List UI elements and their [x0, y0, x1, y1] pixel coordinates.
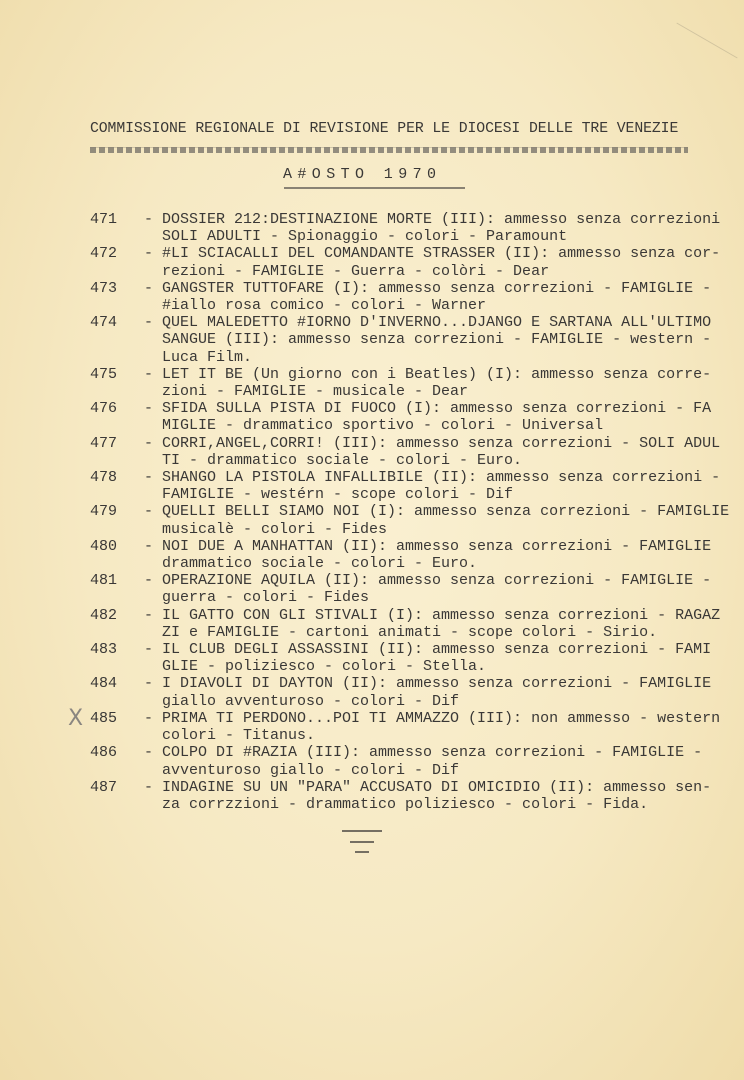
entry-number: 471	[90, 211, 118, 228]
entry-line: Luca Film.	[144, 348, 253, 366]
entry-line: - IL GATTO CON GLI STIVALI (I): ammesso senza correzioni - RAGAZ	[144, 606, 721, 624]
end-mark-line-1	[342, 830, 382, 832]
film-entry	[90, 211, 729, 245]
entry-line: za corrzzioni - drammatico poliziesco - colori - Fida.	[144, 795, 649, 813]
entry-line: FAMIGLIE - westérn - scope colori - Dif	[144, 486, 514, 504]
film-entry	[90, 435, 729, 469]
entry-line: SOLI ADULTI - Spionaggio - colori - Paramount	[144, 228, 568, 246]
margin-x-mark: X	[68, 706, 84, 731]
entry-line: #iallo rosa comico - colori - Warner	[144, 297, 487, 315]
film-entry	[90, 314, 729, 366]
entry-line: - QUEL MALEDETTO #IORNO D'INVERNO...DJANGO E SARTANA ALL'ULTIMO	[144, 314, 712, 332]
entry-number: 474	[90, 314, 118, 332]
entry-number: 485	[90, 709, 118, 727]
entry-number: 481	[90, 572, 118, 590]
film-entry	[90, 744, 729, 778]
header-rule	[90, 147, 688, 153]
document-header: COMMISSIONE REGIONALE DI REVISIONE PER LE DIOCESI DELLE TRE VENEZIE	[90, 121, 679, 137]
entry-number: 480	[90, 537, 118, 555]
entry-number: 486	[90, 744, 118, 762]
film-entry	[90, 469, 729, 503]
entry-line: - DOSSIER 212:DESTINAZIONE MORTE (III): ammesso senza correzioni	[144, 211, 721, 228]
entry-line: drammatico sociale - colori - Euro.	[144, 555, 478, 573]
entry-line: - I DIAVOLI DI DAYTON (II): ammesso senza correzioni - FAMIGLIE	[144, 675, 712, 693]
paper-crease	[676, 23, 737, 59]
entry-line: colori - Titanus.	[144, 727, 316, 745]
end-mark-line-3	[355, 851, 369, 853]
entry-line: GLIE - poliziesco - colori - Stella.	[144, 658, 487, 676]
entry-number: 484	[90, 675, 118, 693]
film-list	[90, 211, 729, 813]
entry-line: giallo avventuroso - colori - Dif	[144, 692, 460, 710]
entry-number: 487	[90, 778, 118, 796]
entry-number: 476	[90, 400, 118, 418]
entry-line: - NOI DUE A MANHATTAN (II): ammesso senza correzioni - FAMIGLIE	[144, 537, 712, 555]
entry-line: - COLPO DI #RAZIA (III): ammesso senza correzioni - FAMIGLIE -	[144, 744, 703, 762]
month-underline	[284, 187, 465, 189]
entry-line: TI - drammatico sociale - colori - Euro.	[144, 451, 523, 469]
film-entry	[90, 607, 729, 641]
entry-number: 475	[90, 365, 118, 383]
entry-line: - GANGSTER TUTTOFARE (I): ammesso senza correzioni - FAMIGLIE -	[144, 279, 712, 297]
entry-number: 482	[90, 606, 118, 624]
end-mark-line-2	[350, 841, 374, 843]
entry-line: - SFIDA SULLA PISTA DI FUOCO (I): ammesso senza correzioni - FA	[144, 400, 712, 418]
month-title: A#OSTO 1970	[283, 166, 442, 183]
entry-line: - IL CLUB DEGLI ASSASSINI (II): ammesso senza correzioni - FAMI	[144, 641, 712, 659]
entry-line: SANGUE (III): ammesso senza correzioni - FAMIGLIE - western -	[144, 331, 712, 349]
entry-number: 472	[90, 245, 118, 263]
entry-line: musicalè - colori - Fides	[144, 520, 388, 538]
entry-line: guerra - colori - Fides	[144, 589, 370, 607]
entry-number: 483	[90, 641, 118, 659]
entry-line: avventuroso giallo - colori - Dif	[144, 761, 460, 779]
entry-line: - OPERAZIONE AQUILA (II): ammesso senza correzioni - FAMIGLIE -	[144, 572, 712, 590]
entry-line: - INDAGINE SU UN "PARA" ACCUSATO DI OMICIDIO (II): ammesso sen-	[144, 778, 712, 796]
film-entry	[90, 245, 729, 279]
entry-number: 479	[90, 503, 118, 521]
film-entry	[90, 641, 729, 675]
entry-line: - #LI SCIACALLI DEL COMANDANTE STRASSER (II): ammesso senza cor-	[144, 245, 721, 263]
film-entry	[90, 572, 729, 606]
film-entry	[90, 710, 729, 744]
film-entry	[90, 675, 729, 709]
entry-number: 473	[90, 279, 118, 297]
entry-line: - SHANGO LA PISTOLA INFALLIBILE (II): ammesso senza correzioni -	[144, 469, 721, 487]
film-entry	[90, 503, 729, 537]
film-entry	[90, 366, 729, 400]
entry-line: - QUELLI BELLI SIAMO NOI (I): ammesso senza correzioni - FAMIGLIE	[144, 503, 730, 521]
entry-line: ZI e FAMIGLIE - cartoni animati - scope colori - Sirio.	[144, 623, 658, 641]
entry-line: - PRIMA TI PERDONO...POI TI AMMAZZO (III): non ammesso - western	[144, 709, 721, 727]
entry-line: zioni - FAMIGLIE - musicale - Dear	[144, 383, 469, 401]
entry-line: MIGLIE - drammatico sportivo - colori - Universal	[144, 417, 604, 435]
entry-number: 478	[90, 469, 118, 487]
film-entry	[90, 280, 729, 314]
entry-line: - LET IT BE (Un giorno con i Beatles) (I): ammesso senza corre-	[144, 365, 712, 383]
film-entry	[90, 779, 729, 813]
entry-line: rezioni - FAMIGLIE - Guerra - colòri - Dear	[144, 262, 550, 280]
entry-number: 477	[90, 434, 118, 452]
film-entry	[90, 400, 729, 434]
film-entry	[90, 538, 729, 572]
entry-line: - CORRI,ANGEL,CORRI! (III): ammesso senza correzioni - SOLI ADUL	[144, 434, 721, 452]
